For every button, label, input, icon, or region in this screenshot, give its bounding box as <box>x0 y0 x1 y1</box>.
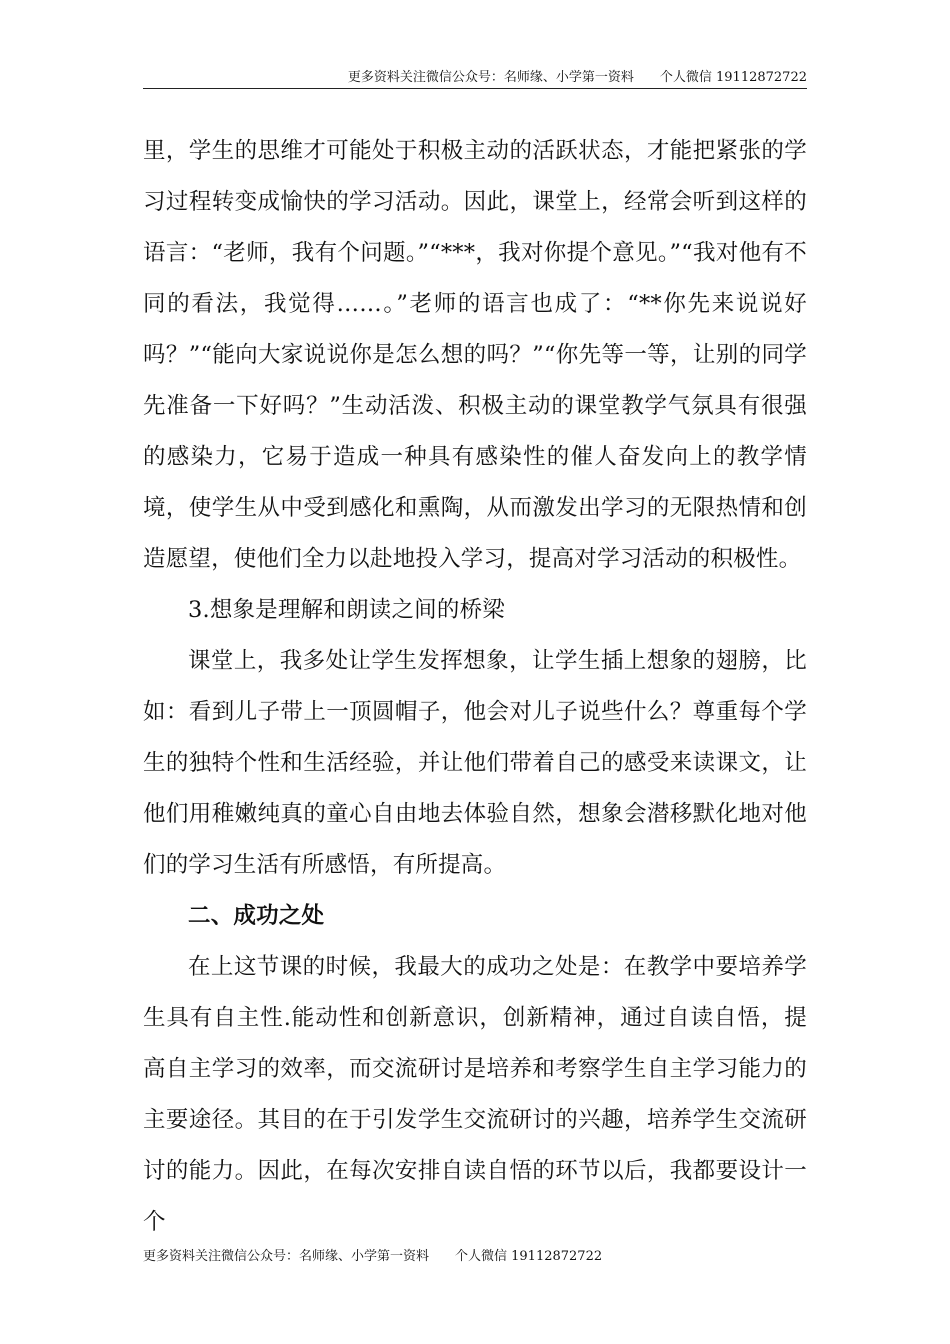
section-heading-imagination: 3.想象是理解和朗读之间的桥梁 <box>188 597 505 623</box>
header-text: 更多资料关注微信公众号：名师缘、小学第一资料 个人微信 19112872722 <box>347 70 807 85</box>
page-footer: 更多资料关注微信公众号：名师缘、小学第一资料 个人微信 19112872722 <box>143 1249 603 1264</box>
document-body <box>143 126 807 1248</box>
section-heading-success: 二、成功之处 <box>188 903 325 929</box>
paragraph-continuation: 里，学生的思维才可能处于积极主动的活跃状态，才能把紧张的学习过程转变成愉快的学习活动。因此，课堂上，经常会听到这样的语言：“老师，我有个问题。”“***，我对你提个意见。”“我对他有不同的看法，我觉得……。”老师的语言也成了：“**你先来说说好吗？”“能向大家说说你是怎么想的吗？”“你先等一等，让别的同学先准备一下好吗？”生动活泼、积极主动的课堂教学气氛具有很强的感染力，它易于造成一种具有感染性的催人奋发向上的教学情境，使学生从中受到感化和熏陶，从而激发出学习的无限热情和创造愿望，使他们全力以赴地投入学习，提高对学习活动的积极性。 <box>143 138 807 572</box>
page-header <box>143 64 807 89</box>
paragraph-success: 在上这节课的时候，我最大的成功之处是：在教学中要培养学生具有自主性.能动性和创新意识，创新精神，通过自读自悟，提高自主学习的效率，而交流研讨是培养和考察学生自主学习能力的主要途径。其目的在于引发学生交流研讨的兴趣，培养学生交流研讨的能力。因此，在每次安排自读自悟的环节以后，我都要设计一个 <box>143 954 807 1235</box>
paragraph-imagination: 课堂上，我多处让学生发挥想象，让学生插上想象的翅膀，比如：看到儿子带上一顶圆帽子，他会对儿子说些什么？尊重每个学生的独特个性和生活经验，并让他们带着自己的感受来读课文，让他们用稚嫩纯真的童心自由地去体验自然，想象会潜移默化地对他们的学习生活有所感悟，有所提高。 <box>143 648 807 878</box>
